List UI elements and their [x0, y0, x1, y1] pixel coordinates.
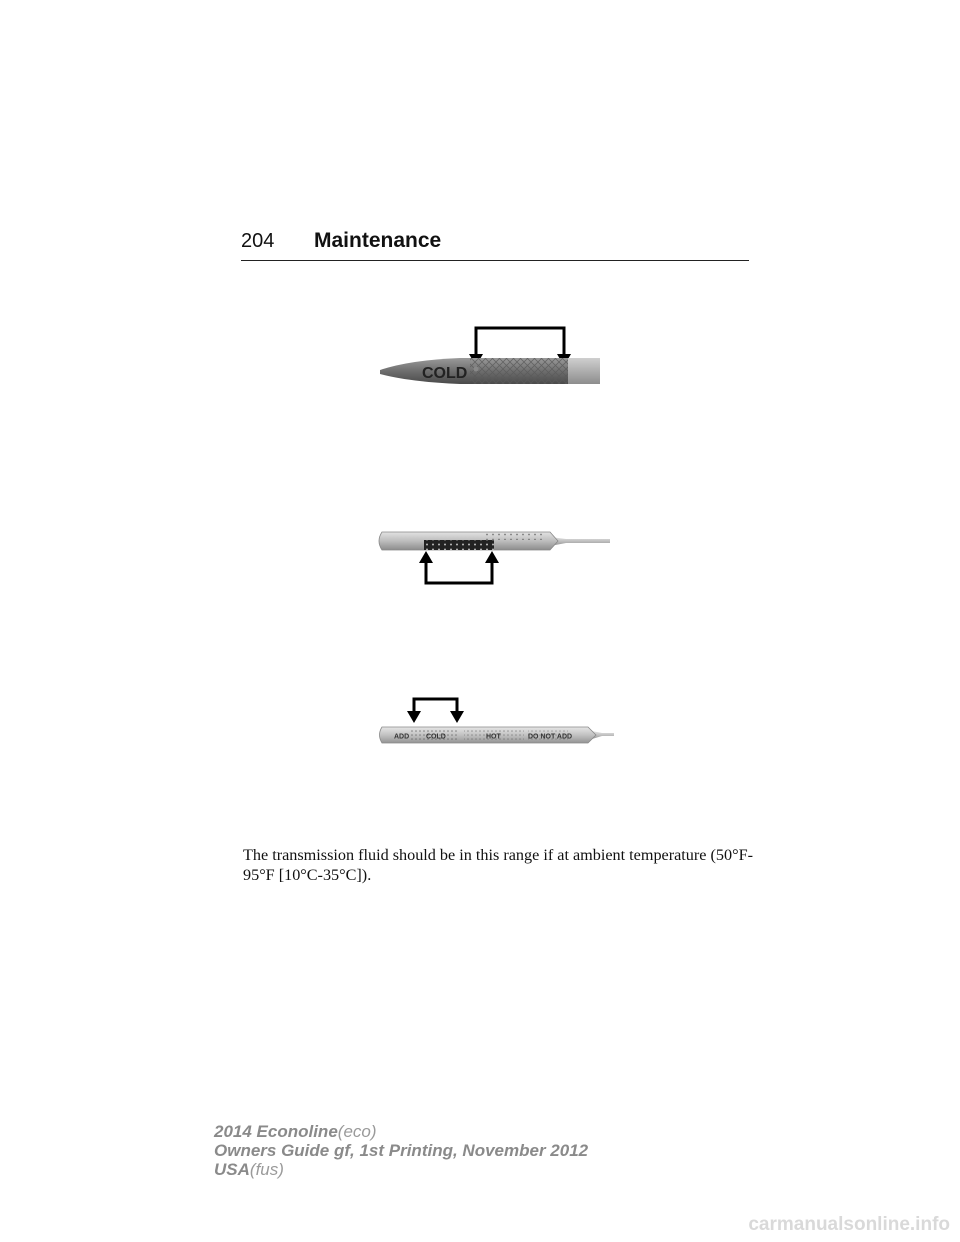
section-title: Maintenance [314, 229, 442, 252]
dipstick-3-cold-label: COLD [426, 733, 446, 741]
transmission-fluid-paragraph: The transmission fluid should be in this range if at ambient temperature (50°F-95°F [10°C-35°C]). [243, 846, 753, 885]
watermark: carmanualsonline.info [748, 1214, 950, 1235]
dipstick-figure-2 [370, 522, 620, 592]
footer-line-1 [214, 1122, 588, 1141]
dipstick-1-cold-label: COLD [422, 365, 468, 382]
footer-market: USA [214, 1160, 250, 1179]
footer-model-code: (eco) [337, 1122, 377, 1141]
dipstick-1-illustration [370, 320, 610, 400]
page-number: 204 [241, 230, 275, 252]
dipstick-2-illustration [370, 522, 620, 592]
footer-market-code: (fus) [249, 1160, 284, 1179]
dipstick-figure-1 [370, 320, 610, 400]
document-footer [214, 1122, 588, 1179]
footer-line-3 [214, 1160, 588, 1179]
footer-model: 2014 Econoline [214, 1122, 338, 1141]
dipstick-3-add-label: ADD [394, 733, 410, 741]
page-header [241, 228, 749, 261]
dipstick-3-hot-label: HOT [486, 733, 501, 741]
dipstick-figure-3 [370, 693, 620, 753]
dipstick-3-illustration [370, 693, 620, 753]
footer-line-2: Owners Guide gf, 1st Printing, November 2012 [214, 1141, 589, 1160]
dipstick-3-do-not-add-label: DO NOT ADD [528, 733, 573, 741]
